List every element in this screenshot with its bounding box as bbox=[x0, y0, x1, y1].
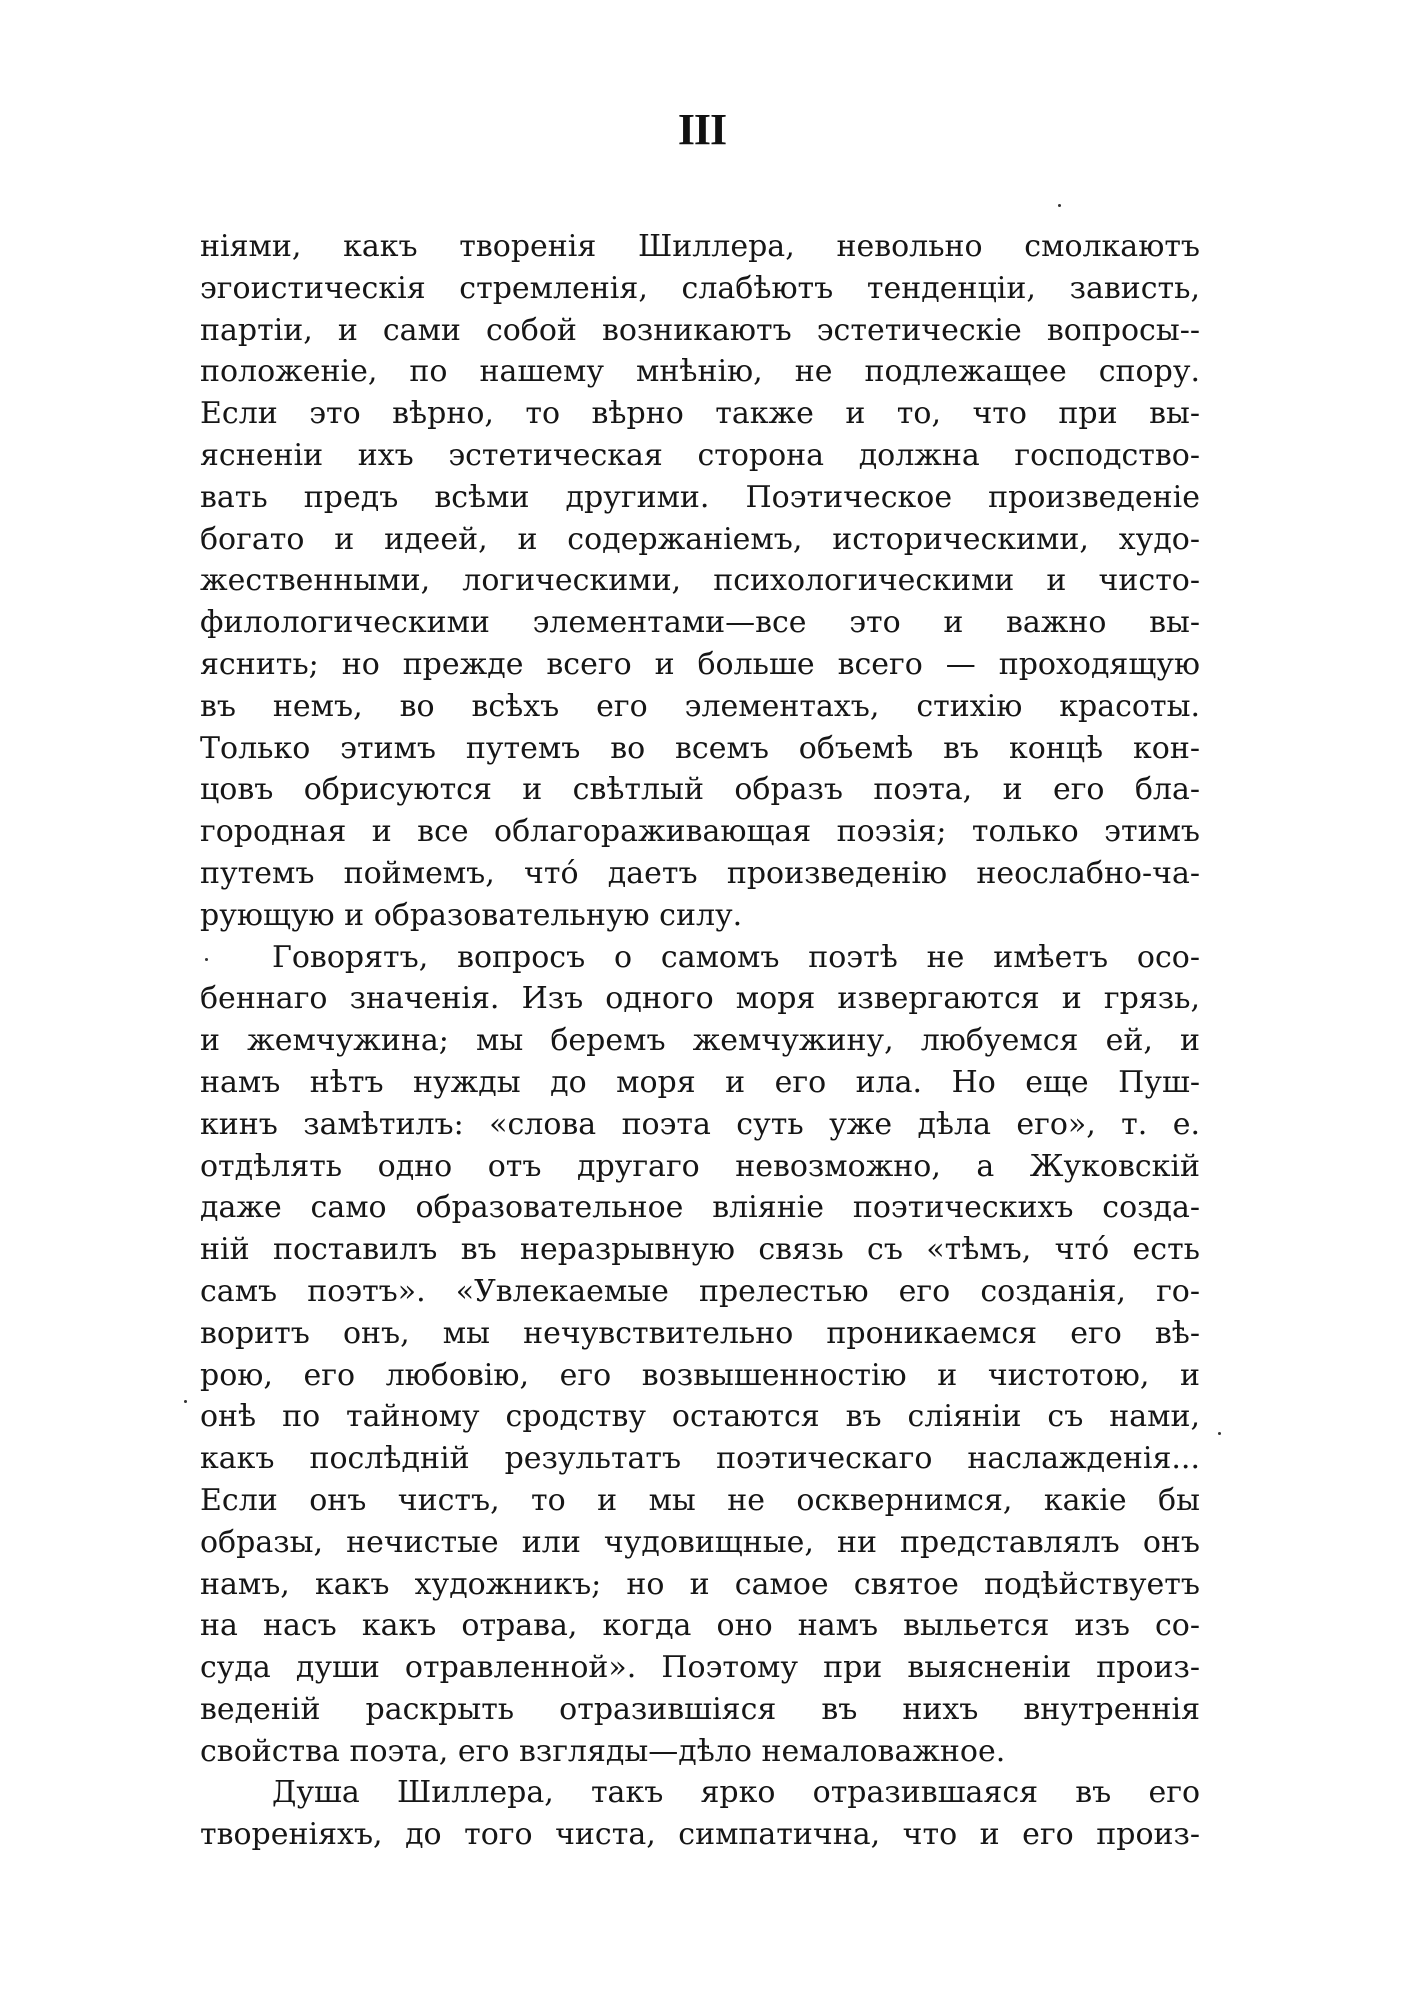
text-line: вать предъ всѣми другими. Поэтическое произведеніе bbox=[200, 479, 1200, 515]
text-line: городная и все облагораживающая поэзія; только этимъ bbox=[200, 814, 1200, 850]
text-line: рующую и образовательную силу. bbox=[200, 897, 743, 933]
text-line: Только этимъ путемъ во всемъ объемѣ въ концѣ кон- bbox=[200, 730, 1200, 766]
paragraph bbox=[200, 226, 1200, 937]
text-line: ясненіи ихъ эстетическая сторона должна господство- bbox=[200, 437, 1200, 473]
print-speck bbox=[1218, 1432, 1221, 1435]
text-line: кинъ замѣтилъ: «слова поэта суть уже дѣла его», т. е. bbox=[200, 1106, 1200, 1142]
text-line: и жемчужина; мы беремъ жемчужину, любуемся ей, и bbox=[200, 1023, 1200, 1059]
text-line: намъ, какъ художникъ; но и самое святое подѣйствуетъ bbox=[200, 1566, 1200, 1602]
text-line: жественными, логическими, психологическими и чисто- bbox=[200, 563, 1200, 599]
text-line: суда души отравленной». Поэтому при выясненіи произ- bbox=[200, 1650, 1200, 1686]
text-line: ній поставилъ въ неразрывную связь съ «тѣмъ, что́ есть bbox=[200, 1232, 1200, 1268]
text-line: самъ поэтъ». «Увлекаемые прелестью его созданія, го- bbox=[200, 1273, 1200, 1309]
paragraph bbox=[200, 937, 1200, 1773]
text-line: Если это вѣрно, то вѣрно также и то, что при вы- bbox=[200, 396, 1200, 432]
text-line: твореніяхъ, до того чиста, симпатична, что и его произ- bbox=[200, 1817, 1200, 1853]
text-line: онѣ по тайному сродству остаются въ сліяніи съ нами, bbox=[200, 1399, 1200, 1435]
text-line: положеніе, по нашему мнѣнію, не подлежащее спору. bbox=[200, 354, 1200, 390]
text-line: свойства поэта, его взгляды—дѣло немаловажное. bbox=[200, 1733, 1006, 1769]
text-line: въ немъ, во всѣхъ его элементахъ, стихію красоты. bbox=[200, 688, 1200, 724]
text-line: отдѣлять одно отъ другаго невозможно, а Жуковскій bbox=[200, 1148, 1200, 1184]
text-line: партіи, и сами собой возникаютъ эстетическіе вопросы-- bbox=[200, 312, 1200, 348]
text-line: цовъ обрисуются и свѣтлый образъ поэта, и его бла- bbox=[200, 772, 1200, 808]
text-line: богато и идеей, и содержаніемъ, историческими, худо- bbox=[200, 521, 1200, 557]
text-line: Говорятъ, вопросъ о самомъ поэтѣ не имѣетъ осо- bbox=[272, 939, 1200, 975]
body-text bbox=[200, 226, 1200, 1856]
paragraph bbox=[200, 1772, 1200, 1856]
text-line: Душа Шиллера, такъ ярко отразившаяся въ его bbox=[272, 1775, 1200, 1811]
text-line: эгоистическія стремленія, слабѣютъ тенденціи, зависть, bbox=[200, 270, 1200, 306]
text-line: воритъ онъ, мы нечувствительно проникаемся его вѣ- bbox=[200, 1315, 1200, 1351]
text-line: образы, нечистые или чудовищные, ни представлялъ онъ bbox=[200, 1524, 1200, 1560]
print-speck bbox=[184, 1400, 187, 1403]
text-line: беннаго значенія. Изъ одного моря извергаются и грязь, bbox=[200, 981, 1200, 1017]
text-line: намъ нѣтъ нужды до моря и его ила. Но еще Пуш- bbox=[200, 1064, 1200, 1100]
text-line: на насъ какъ отрава, когда оно намъ выльется изъ со- bbox=[200, 1608, 1200, 1644]
text-line: даже само образовательное вліяніе поэтическихъ созда- bbox=[200, 1190, 1200, 1226]
page-number: III bbox=[677, 105, 727, 154]
text-line: путемъ поймемъ, что́ даетъ произведенію неослабно-ча- bbox=[200, 855, 1200, 891]
text-line: Если онъ чистъ, то и мы не осквернимся, какіе бы bbox=[200, 1482, 1200, 1518]
text-line: веденій раскрыть отразившіяся въ нихъ внутреннія bbox=[200, 1691, 1200, 1727]
text-line: яснить; но прежде всего и больше всего — проходящую bbox=[200, 646, 1200, 682]
text-line: какъ послѣдній результатъ поэтическаго наслажденія... bbox=[200, 1441, 1200, 1477]
text-line: ніями, какъ творенія Шиллера, невольно смолкаютъ bbox=[200, 229, 1200, 264]
text-line: рою, его любовію, его возвышенностію и чистотою, и bbox=[200, 1357, 1200, 1393]
print-speck bbox=[205, 958, 208, 961]
print-speck bbox=[1058, 204, 1061, 207]
text-line: филологическими элементами—все это и важно вы- bbox=[200, 605, 1200, 641]
